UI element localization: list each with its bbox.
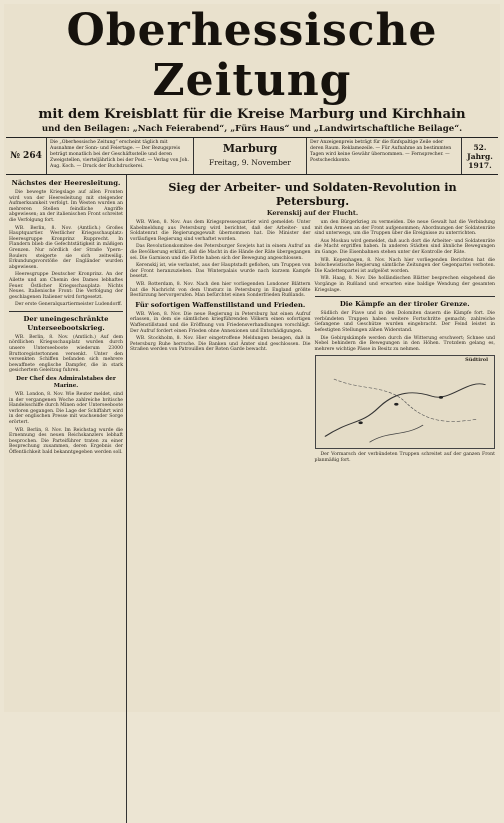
article-signature: Der Chef des Admiralstabes der Marine.	[16, 376, 116, 390]
info-bar	[6, 138, 498, 175]
dateline	[194, 138, 307, 174]
map-label: Südtirol	[465, 357, 488, 364]
masthead	[4, 4, 500, 135]
article-paragraph: WB. Berlin, 8. Nov. (Amtlich.) Großes Hauptquartier. Westlicher Kriegsschauplatz: Heeresgruppe Kronprinz Rupprecht. In Flandern blieb die Gefechtstätigkeit in mäßigen Grenzen. Nur nördlich der Straße Ypern–Roulers steigerte sie sich zeitweilig. Erkundungsvorstöße der Engländer wurden abgewiesen.	[9, 225, 123, 270]
lead-column-1	[130, 220, 311, 465]
left-column	[6, 175, 127, 823]
article-paragraph: Kerenskij ist, wie verlautet, aus der Hauptstadt geflohen, um Truppen von der Front heranzuziehen. Das Winterpalais wurde nach kurzem Kampfe besetzt.	[130, 263, 311, 280]
newspaper-subtitle: mit dem Kreisblatt für die Kreise Marburg und Kirchhain	[38, 107, 466, 122]
article-paragraph: Heeresgruppe Deutscher Kronprinz. An der Ailette und am Chemin des Dames lebhaftes Feuer. Östlicher Kriegsschauplatz: Nichts Neues. Italienische Front: Die Verfolgung der geschlagenen Italiener wird fortgesetzt.	[9, 272, 123, 300]
lead-column-2	[315, 220, 496, 465]
issue-number: № 264	[6, 138, 47, 174]
article-paragraph: WB. Wien, 8. Nov. Aus dem Kriegspressequartier wird gemeldet: Unter Kabelmeldung aus Petersburg wird berichtet, daß der Arbeiter- und Soldatenrat die Regierungsgewalt übernommen hat. Die Minister der vorläufigen Regierung sind verhaftet worden.	[130, 220, 311, 242]
newspaper-supplements: und den Beilagen: „Nach Feierabend“, „Fürs Haus“ und „Landwirtschaftliche Beilage“.	[41, 124, 463, 134]
body-columns	[6, 175, 498, 823]
main-column	[127, 175, 498, 823]
article-paragraph: Der Vormarsch der verbündeten Truppen schreitet auf der ganzen Front planmäßig fort.	[314, 452, 495, 463]
article-paragraph: WB. Berlin, 8. Nov. (Amtlich.) Auf dem nördlichen Kriegsschauplatz wurden durch unsere Unterseeboote wiederum 23000 Bruttoregistertonnen versenkt. Unter den versenkten Schiffen befanden sich mehrere bewaffnete englische Dampfer, die in stark gesichertem Geleitzug fuhren.	[9, 334, 123, 374]
article-paragraph: Die Gebirgskämpfe werden durch die Witterung erschwert; Schnee und Nebel behindern die Bewegungen in den Höhen. Trotzdem gelang es, mehrere wichtige Pässe in Besitz zu nehmen.	[314, 335, 495, 352]
map-drawing	[316, 356, 495, 448]
issue-date: Freitag, 9. November	[209, 158, 291, 167]
front-map	[315, 355, 496, 449]
article-paragraph: WB. Haag, 8. Nov. Die holländischen Blätter besprechen eingehend die Vorgänge in Rußland und erwarten eine baldige Wendung der gesamten Kriegslage.	[314, 276, 495, 293]
article-paragraph: Die bewegte Kriegslage auf allen Fronten wird von der Heeresleitung mit steigender Aufmerksamkeit verfolgt. Im Westen wurden an mehreren Stellen feindliche Angriffe abgewiesen; an der italienischen Front schreitet die Verfolgung fort.	[9, 190, 123, 223]
article-paragraph: Das Revolutionskomitee des Petersburger Sowjets hat in einem Aufruf an die Bevölkerung erklärt, daß die Macht in die Hände der Räte übergegangen sei. Die Garnison und die Flotte haben sich der Bewegung angeschlossen.	[130, 244, 311, 261]
article-paragraph: Südlich der Piave und in den Dolomiten dauern die Kämpfe fort. Die verbündeten Truppen haben weitere Fortschritte gemacht; zahlreiche Gefangene und Geschütze wurden eingebracht. Der Feind leistet in befestigten Stellungen zähen Widerstand.	[314, 311, 495, 333]
article-paragraph: WB. Wien, 8. Nov. Die neue Regierung in Petersburg hat einen Aufruf erlassen, in dem sie sämtlichen kriegführenden Völkern einen sofortigen Waffenstillstand und die Eröffnung von Friedensverhandlungen vorschlägt. Der Aufruf fordert einen Frieden ohne Annexionen und Entschädigungen.	[130, 311, 311, 334]
article-paragraph: um den Bürgerkrieg zu vermeiden. Die neue Gewalt hat die Verbindung mit den Armeen an der Front aufgenommen; Abordnungen der Soldatenräte sind unterwegs, um die Truppen über die Ereignisse zu unterrichten.	[314, 220, 495, 237]
lead-subheadline: Kerenskij auf der Flucht.	[266, 209, 359, 217]
article-paragraph: WB. Rotterdam, 8. Nov. Nach den hier vorliegenden Londoner Blättern hat die Nachricht von dem Umsturz in Petersburg in England größte Bestürzung hervorgerufen. Man befürchtet einen Sonderfrieden Rußlands.	[130, 281, 311, 299]
divider	[315, 296, 496, 297]
publisher-note: Die „Oberhessische Zeitung“ erscheint täglich mit Ausnahme der Sonn- und Feiertage. — Der Bezugspreis beträgt monatlich bei der Geschäftsstelle und deren Zweigstellen, vierteljährlich bei der Post. — Verlag von Joh. Aug. Koch. — Druck der Buchdruckerei.	[47, 138, 194, 174]
advertising-note: Der Anzeigenpreis beträgt für die fünfspaltige Zeile oder deren Raum. Reklamezeile. — Für Aufnahme an bestimmten Tagen wird keine Gewähr übernommen. — Fernsprecher. — Postscheckkonto.	[307, 138, 462, 174]
article-paragraph: WB. Kopenhagen, 8. Nov. Nach hier vorliegenden Berichten hat die bolschewistische Regierung sämtliche Zeitungen der Gegenpartei verboten. Die Kadettenpartei ist aufgelöst worden.	[314, 257, 495, 274]
article-signature: Der erste Generalquartiermeister Ludendorff.	[15, 302, 123, 308]
volume: 52. Jahrg.	[467, 142, 493, 161]
article-paragraph: WB. London, 8. Nov. Wie Reuter meldet, sind in der vergangenen Woche zahlreiche britische Handelsschiffe durch Minen oder Unterseeboote verloren gegangen. Die Lage der Schiffahrt wird in der englischen Presse mit wachsender Sorge erörtert.	[9, 392, 123, 425]
newspaper-page	[4, 4, 500, 712]
city-name: Marburg	[222, 142, 278, 155]
article-heading: Für sofortigen Waffenstillstand und Frieden.	[135, 300, 306, 309]
article-paragraph: WB. Stockholm, 8. Nov. Hier eingetroffene Meldungen besagen, daß in Petersburg Ruhe herrsche. Die Banken und Ämter sind geschlossen. Die Straßen werden von Patrouillen der Roten Garde bewacht.	[130, 336, 311, 353]
lead-article-columns	[130, 220, 495, 465]
divider	[9, 311, 123, 312]
article-heading: Der uneingeschränkte Unterseebootskrieg.	[23, 314, 109, 332]
article-heading: Die Kämpfe an der tiroler Grenze.	[339, 300, 470, 309]
year: 1917.	[468, 160, 492, 170]
lead-headline: Sieg der Arbeiter- und Soldaten-Revolution in Petersburg.	[168, 180, 457, 208]
article-paragraph: WB. Berlin, 8. Nov. Im Reichstag wurde die Ernennung des neuen Reichskanzlers lebhaft besprochen. Die Parteiführer traten zu einer Besprechung zusammen, deren Ergebnis der Öffentlichkeit bald bekanntgegeben werden soll.	[9, 427, 123, 455]
newspaper-title: Oberhessische Zeitung	[66, 5, 438, 106]
volume-year	[462, 138, 498, 174]
article-heading: Nächstes der Heeresleitung.	[11, 179, 121, 187]
article-paragraph: Aus Moskau wird gemeldet, daß auch dort die Arbeiter- und Soldatenräte die Macht ergriffen haben. In anderen Städten sind ähnliche Bewegungen im Gange. Die Eisenbahnen stehen unter der Kontrolle der Räte.	[314, 238, 495, 255]
